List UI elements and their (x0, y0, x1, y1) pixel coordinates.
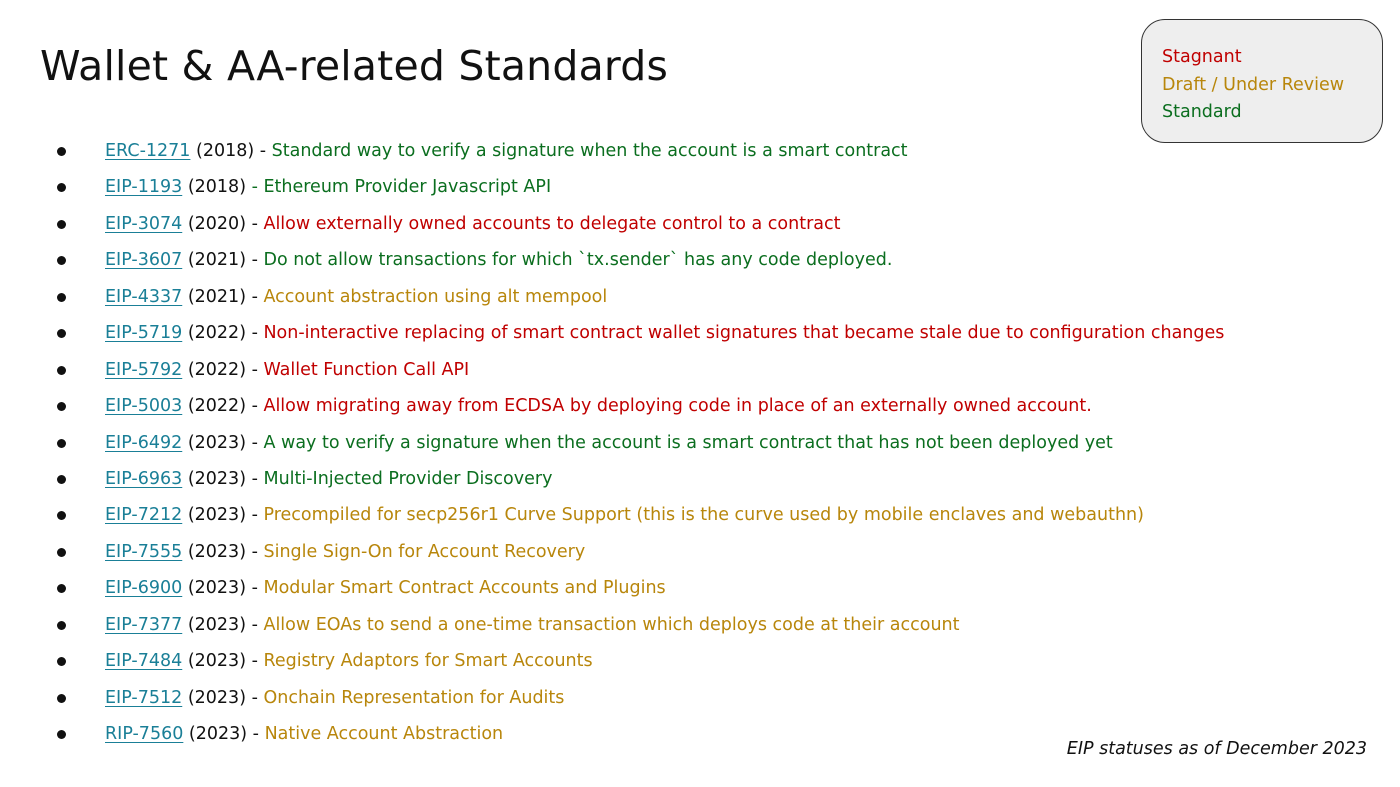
eip-link[interactable]: EIP-7377 (105, 614, 183, 635)
bullet-icon (57, 293, 66, 302)
eip-year: (2023) - (187, 505, 264, 526)
eip-link[interactable]: ERC-1271 (105, 141, 191, 161)
eip-year: (2018) - (196, 141, 272, 161)
eip-description: Native Account Abstraction (264, 724, 504, 744)
list-item-text (105, 497, 1144, 533)
eip-description: Single Sign-On for Account Recovery (263, 541, 586, 562)
list-item-text (105, 279, 607, 315)
eip-link[interactable]: EIP-4337 (105, 286, 183, 307)
list-item-text (105, 352, 469, 388)
eip-description: Precompiled for secp256r1 Curve Support (this is the curve used by mobile enclaves and webauthn) (263, 505, 1144, 526)
legend-item-draft: Draft / Under Review (1162, 74, 1345, 95)
list-item-text (105, 716, 503, 752)
eip-description: Allow externally owned accounts to delegate control to a contract (263, 213, 841, 234)
eip-year: (2023) - (187, 468, 264, 489)
list-item-text (105, 643, 593, 679)
eip-link[interactable]: EIP-1193 (105, 177, 183, 198)
bullet-icon (57, 329, 66, 338)
bullet-icon (57, 657, 66, 666)
eip-description: Registry Adaptors for Smart Accounts (263, 651, 593, 672)
bullet-icon (57, 584, 66, 593)
page-title: Wallet & AA-related Standards (40, 42, 669, 90)
bullet-icon (57, 183, 66, 192)
eip-description: Account abstraction using alt mempool (263, 286, 608, 307)
eip-link[interactable]: EIP-6492 (105, 432, 183, 453)
list-item-text (105, 680, 564, 716)
legend-item-standard: Standard (1162, 102, 1242, 122)
eip-year: (2021) - (187, 250, 264, 271)
list-item-text (105, 607, 960, 643)
eip-link[interactable]: RIP-7560 (105, 724, 184, 744)
eip-year: (2023) - (187, 432, 264, 453)
eip-description: Wallet Function Call API (263, 359, 470, 380)
list-item-text (105, 570, 666, 606)
bullet-icon (57, 220, 66, 229)
eip-link[interactable]: EIP-5792 (105, 359, 183, 380)
bullet-icon (57, 475, 66, 484)
bullet-icon (57, 256, 66, 265)
bullet-icon (57, 439, 66, 448)
bullet-icon (57, 147, 66, 156)
eip-year: (2023) - (187, 541, 264, 562)
eip-year: (2023) - (187, 578, 264, 599)
list-item-text (105, 206, 840, 242)
eip-year: (2023) - (187, 651, 264, 672)
list-item-text (105, 388, 1092, 424)
eip-link[interactable]: EIP-3607 (105, 250, 183, 271)
eip-year: (2023) - (188, 724, 265, 744)
list-item-text (105, 169, 551, 205)
bullet-icon (57, 621, 66, 630)
list-item-text (105, 242, 892, 278)
eip-link[interactable]: EIP-5719 (105, 323, 183, 344)
eip-link[interactable]: EIP-7484 (105, 651, 183, 672)
eip-description: Allow migrating away from ECDSA by deploying code in place of an externally owned account. (263, 396, 1092, 417)
eip-link[interactable]: EIP-6900 (105, 578, 183, 599)
status-footnote: EIP statuses as of December 2023 (1066, 739, 1367, 759)
eip-description: Multi-Injected Provider Discovery (263, 468, 553, 489)
eip-year: (2020) - (187, 213, 264, 234)
eip-link[interactable]: EIP-7212 (105, 505, 183, 526)
eip-link[interactable]: EIP-7555 (105, 541, 183, 562)
eip-description: - Ethereum Provider Javascript API (251, 177, 552, 198)
eip-description: Do not allow transactions for which `tx.sender` has any code deployed. (263, 250, 893, 271)
list-item-text (105, 534, 585, 570)
eip-year: (2023) - (187, 614, 264, 635)
eip-year: (2021) - (187, 286, 264, 307)
eip-link[interactable]: EIP-5003 (105, 396, 183, 417)
list-item-text (105, 133, 908, 169)
eip-description: Onchain Representation for Audits (263, 687, 565, 708)
legend-item-stagnant: Stagnant (1162, 47, 1242, 67)
eip-link[interactable]: EIP-3074 (105, 213, 183, 234)
eip-year: (2022) - (187, 396, 264, 417)
eip-link[interactable]: EIP-7512 (105, 687, 183, 708)
list-item-text (105, 425, 1113, 461)
eip-year: (2022) - (187, 323, 264, 344)
bullet-icon (57, 694, 66, 703)
bullet-icon (57, 366, 66, 375)
eip-description: Modular Smart Contract Accounts and Plugins (263, 578, 666, 599)
eip-description: Non-interactive replacing of smart contract wallet signatures that became stale due to configuration changes (263, 323, 1225, 344)
status-legend (1141, 19, 1383, 143)
list-item-text (105, 315, 1224, 351)
eip-description: Allow EOAs to send a one-time transaction which deploys code at their account (263, 614, 960, 635)
bullet-icon (57, 730, 66, 739)
bullet-icon (57, 548, 66, 557)
eip-year: (2023) - (187, 687, 264, 708)
eip-link[interactable]: EIP-6963 (105, 468, 183, 489)
eip-year: (2018) (187, 177, 252, 198)
eip-description: A way to verify a signature when the account is a smart contract that has not been deployed yet (263, 432, 1113, 453)
bullet-icon (57, 511, 66, 520)
list-item-text (105, 461, 552, 497)
eip-year: (2022) - (187, 359, 264, 380)
bullet-icon (57, 402, 66, 411)
eip-description: Standard way to verify a signature when the account is a smart contract (271, 141, 908, 161)
